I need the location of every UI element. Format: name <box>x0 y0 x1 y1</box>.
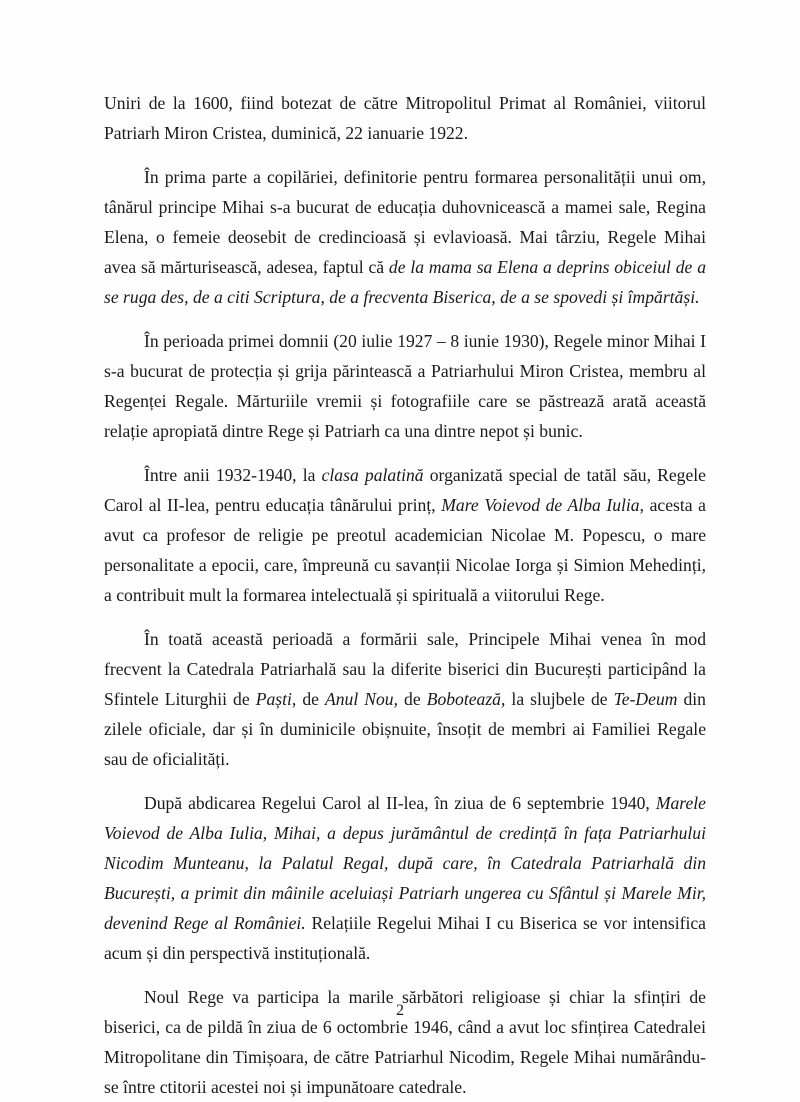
text-run: În prima parte a copilăriei, definitorie pentru formarea personalității unui om, tânărul principe Mihai s-a bucurat de educația duhovnicească a mamei sale, Regina Elena, o femeie deosebit de credincioasă și evlavioasă. Mai târziu, Regele Mihai avea să mărturisească, adesea, faptul că <box>104 167 706 277</box>
text-run: , de <box>393 689 427 709</box>
italic-text-run: clasa palatină <box>321 465 424 485</box>
text-run: În toată această perioadă a formării sale, Principele Mihai venea în mod frecvent la Catedrala Patriarhală sau la diferite biserici din București participând la Sfintele Liturghii de <box>104 629 706 709</box>
paragraph <box>104 624 706 774</box>
text-run: din zilele oficiale, dar și în duminicile obișnuite, însoțit de membri ai Familiei Regale sau de oficialități. <box>104 689 706 769</box>
text-run: , acesta a avut ca profesor de religie pe preotul academician Nicolae M. Popescu, o mare personalitate a epocii, care, împreună cu savanții Nicolae Iorga și Simion Mehedinți, a contribuit mult la formarea intelectuală și spirituală a viitorului Rege. <box>104 495 706 605</box>
paragraph <box>104 982 706 1102</box>
italic-text-run: Paști <box>255 689 292 709</box>
italic-text-run: Te-Deum <box>613 689 678 709</box>
text-run: În perioada primei domnii (20 iulie 1927 – 8 iunie 1930), Regele minor Mihai I s-a bucurat de protecția și grija părintească a Patriarhului Miron Cristea, membru al Regenței Regale. Mărturiile vremii și fotografiile care se păstrează arată această relație apropiată dintre Rege și Patriarh ca una dintre nepot și bunic. <box>104 331 706 441</box>
text-run: , de <box>291 689 325 709</box>
text-run: Noul Rege va participa la marile sărbători religioase și chiar la sfințiri de biserici, ca de pildă în ziua de 6 octombrie 1946, când a avut loc sfințirea Catedralei Mitropolitane din Timișoara, de către Patriarhul Nicodim, Regele Mihai numărându-se între ctitorii acestei noi și impunătoare catedrale. <box>104 987 706 1097</box>
paragraph <box>104 788 706 968</box>
text-run: , la slujbele de <box>500 689 614 709</box>
text-run: Relațiile Regelui Mihai I cu Biserica se vor intensifica acum și din perspectivă instituțională. <box>104 913 706 963</box>
paragraph <box>104 326 706 446</box>
italic-text-run: Anul Nou <box>324 689 394 709</box>
text-run: Între anii 1932-1940, la <box>144 465 322 485</box>
italic-text-run: Bobotează <box>426 689 501 709</box>
text-run: După abdicarea Regelui Carol al II-lea, în ziua de 6 septembrie 1940, <box>144 793 656 813</box>
paragraph <box>104 162 706 312</box>
italic-text-run: de la mama sa Elena a deprins obiceiul de a se ruga des, de a citi Scriptura, de a frecventa Biserica, de a se spovedi și împărtăși. <box>104 257 706 307</box>
page-number: 2 <box>396 1002 404 1019</box>
italic-text-run: Mare Voievod de Alba Iulia <box>441 495 640 515</box>
text-run: organizată special de tatăl său, Regele Carol al II-lea, pentru educația tânărului prinț, <box>104 465 706 515</box>
paragraph <box>104 88 706 148</box>
italic-text-run: Marele Voievod de Alba Iulia, Mihai, a depus jurământul de credință în fața Patriarhului Nicodim Munteanu, la Palatul Regal, după care, în Catedrala Patriarhală din București, a primit din mâinile aceluiași Patriarh ungerea cu Sfântul și Marele Mir, devenind Rege al României. <box>104 793 706 933</box>
paragraph <box>104 460 706 610</box>
text-run: Uniri de la 1600, fiind botezat de către Mitropolitul Primat al României, viitorul Patriarh Miron Cristea, duminică, 22 ianuarie 1922. <box>104 93 706 143</box>
body-text <box>104 88 706 1102</box>
